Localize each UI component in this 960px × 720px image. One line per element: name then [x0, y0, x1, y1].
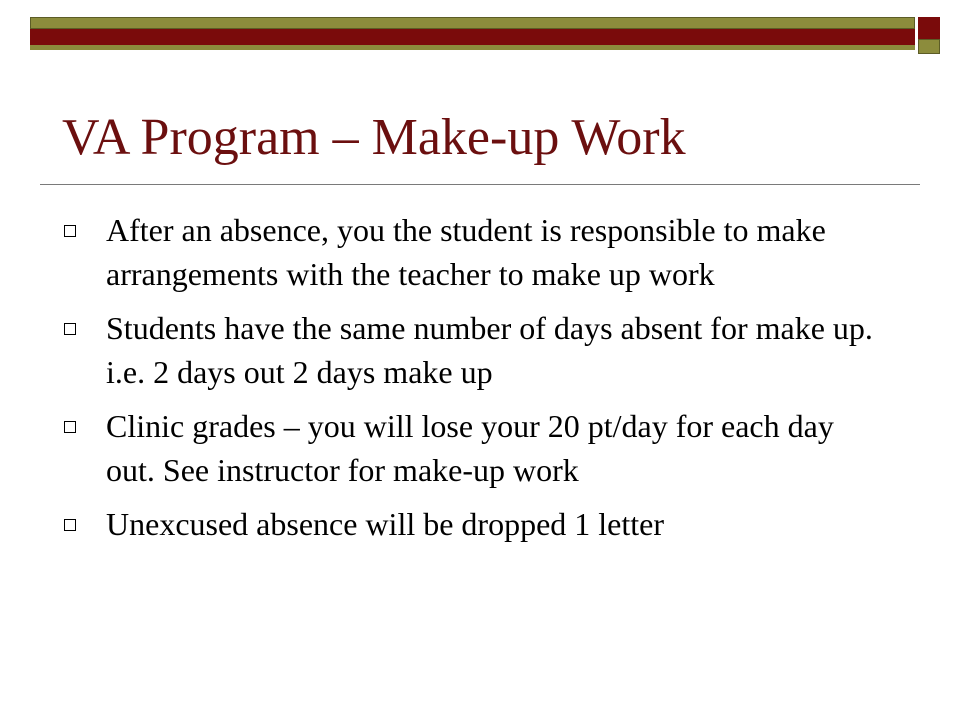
bullet-item: [0, 502, 960, 546]
bullet-text: Students have the same number of days absent for make up. i.e. 2 days out 2 days make up: [106, 310, 873, 390]
bullet-text: Unexcused absence will be dropped 1 letter: [106, 506, 665, 542]
bullet-item: [0, 404, 960, 492]
hollow-square-bullet-icon: [64, 225, 76, 237]
hollow-square-bullet-icon: [64, 323, 76, 335]
corner-block-maroon: [918, 17, 940, 39]
bullet-item: [0, 306, 960, 394]
bullet-item: [0, 208, 960, 296]
hollow-square-bullet-icon: [64, 519, 76, 531]
corner-block-olive: [918, 39, 940, 54]
title-divider: [40, 184, 920, 185]
slide-title: VA Program – Make-up Work: [62, 109, 686, 166]
header-bar-maroon: [30, 29, 915, 45]
hollow-square-bullet-icon: [64, 421, 76, 433]
bullet-text: After an absence, you the student is responsible to make arrangements with the teacher to make up work: [106, 212, 826, 292]
header-bar-olive-top: [30, 17, 915, 29]
bullet-list: [0, 208, 960, 556]
bullet-text: Clinic grades – you will lose your 20 pt/day for each day out. See instructor for make-up work: [106, 408, 834, 488]
header-bar-olive-bottom: [30, 45, 915, 50]
